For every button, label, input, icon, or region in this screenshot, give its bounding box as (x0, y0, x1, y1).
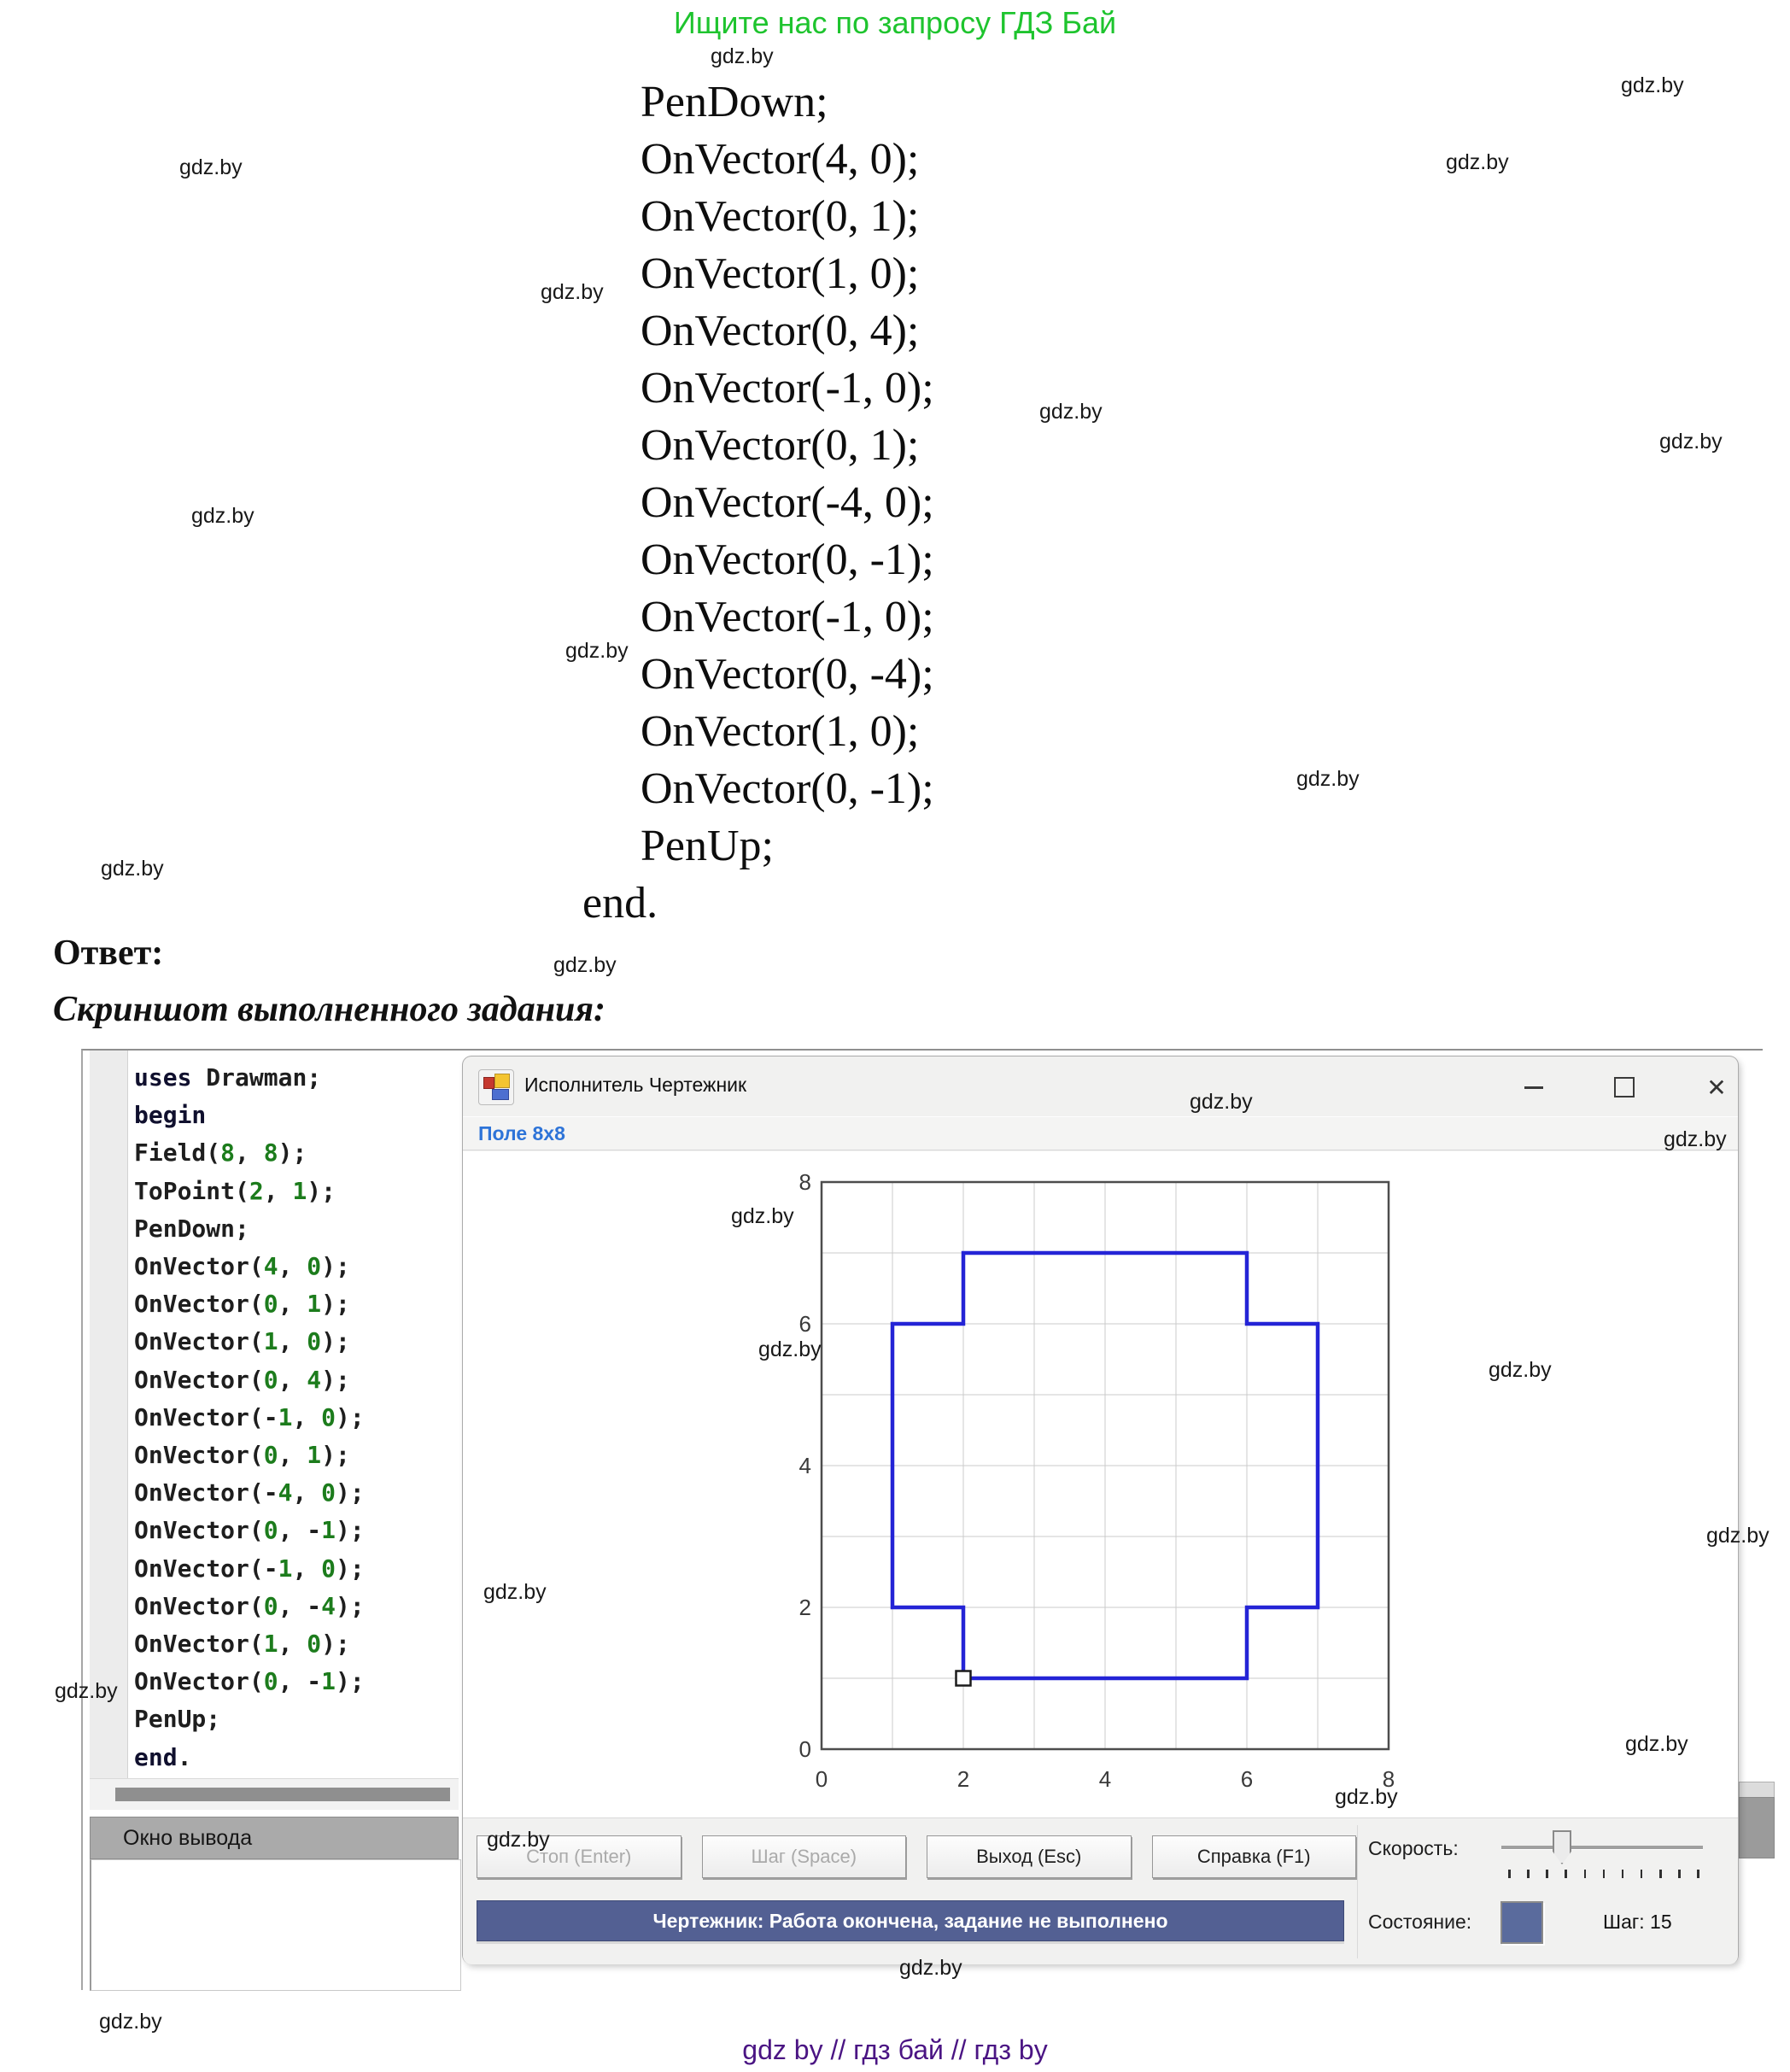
ide-code-line: OnVector(0, 1); (134, 1441, 350, 1470)
svg-text:6: 6 (798, 1311, 811, 1337)
field-tab-bar (463, 1116, 1738, 1150)
gdz-watermark: gdz.by (565, 639, 629, 663)
gdz-watermark: gdz.by (55, 1679, 118, 1703)
icon-blue-square (492, 1089, 509, 1100)
gdz-watermark: gdz.by (758, 1337, 822, 1361)
output-panel-header (90, 1817, 459, 1859)
state-color-box (1500, 1901, 1543, 1944)
task-code-line: OnVector(0, 1); (641, 421, 920, 470)
ide-code-line: OnVector(-1, 0); (134, 1402, 365, 1431)
task-code-line: OnVector(1, 0); (641, 249, 920, 298)
horizontal-scrollbar[interactable] (90, 1778, 459, 1810)
task-code-line: OnVector(0, -1); (641, 764, 934, 813)
task-code-line: OnVector(0, -4); (641, 650, 934, 699)
field-plot (779, 1156, 1431, 1823)
minimize-icon (1524, 1086, 1543, 1089)
drawing-field (463, 1151, 1738, 1817)
status-text: Чертежник: Работа окончена, задание не выполнено (652, 1909, 1168, 1932)
svg-text:0: 0 (798, 1736, 811, 1762)
gdz-watermark: gdz.by (1659, 430, 1723, 454)
output-panel-title: Окно вывода (123, 1825, 253, 1850)
gdz-watermark: gdz.by (1446, 150, 1509, 174)
step-counter: Шаг: 15 (1603, 1911, 1672, 1933)
gdz-watermark: gdz.by (483, 1580, 547, 1604)
task-code-line: OnVector(0, 4); (641, 307, 920, 355)
svg-text:0: 0 (815, 1766, 828, 1792)
ide-code-line: OnVector(4, 0); (134, 1252, 350, 1281)
maximize-button[interactable] (1606, 1070, 1643, 1104)
svg-text:4: 4 (1098, 1766, 1112, 1792)
answer-screenshot-label: Скриншот выполненного задания: (53, 990, 606, 1029)
control-button: Стоп (Enter) (477, 1835, 681, 1878)
control-buttons-row (477, 1835, 1356, 1878)
gdz-watermark: gdz.by (899, 1956, 962, 1980)
gdz-watermark: gdz.by (99, 2010, 162, 2034)
ide-code-line: begin (134, 1101, 207, 1130)
code-gutter (90, 1051, 128, 1778)
output-panel-body (90, 1859, 461, 1991)
speed-label: Скорость: (1368, 1837, 1459, 1859)
task-code-line: OnVector(-1, 0); (641, 593, 934, 641)
ide-code-line: uses Drawman; (134, 1063, 322, 1092)
ide-code-line: OnVector(0, 1); (134, 1290, 350, 1319)
ide-code-line: PenUp; (134, 1705, 221, 1734)
window-title: Исполнитель Чертежник (524, 1074, 747, 1096)
field-size-label: Поле 8x8 (478, 1121, 565, 1144)
answer-label: Ответ: (53, 934, 164, 973)
task-code-line: PenDown; (641, 78, 828, 126)
promo-header: Ищите нас по запросу ГДЗ Бай (673, 5, 1117, 40)
footer-watermark-line: gdz by // гдз бай // гдз by (742, 2034, 1048, 2065)
speed-slider[interactable] (1501, 1846, 1703, 1849)
svg-text:2: 2 (956, 1766, 970, 1792)
speed-slider-ticks (1508, 1870, 1699, 1880)
ide-code-line: Field(8, 8); (134, 1138, 307, 1168)
gdz-watermark: gdz.by (487, 1828, 550, 1852)
svg-text:8: 8 (1382, 1766, 1395, 1792)
code-editor[interactable] (134, 1059, 365, 1776)
control-button[interactable]: Выход (Esc) (927, 1835, 1132, 1878)
gdz-watermark: gdz.by (191, 504, 254, 528)
gdz-watermark: gdz.by (1625, 1732, 1688, 1756)
svg-text:4: 4 (798, 1453, 811, 1478)
control-button[interactable]: Справка (F1) (1152, 1835, 1357, 1878)
gdz-watermark: gdz.by (1664, 1127, 1727, 1151)
gdz-watermark: gdz.by (1706, 1524, 1770, 1548)
ide-code-line: OnVector(1, 0); (134, 1327, 350, 1356)
gdz-watermark: gdz.by (1489, 1358, 1552, 1382)
app-icon (478, 1069, 514, 1105)
task-code-line: OnVector(0, -1); (641, 536, 934, 584)
ide-code-line: OnVector(0, -1); (134, 1516, 365, 1545)
gdz-watermark: gdz.by (179, 155, 243, 179)
icon-yellow-square (494, 1074, 510, 1088)
task-code-line: OnVector(-4, 0); (641, 478, 934, 527)
gdz-watermark: gdz.by (1039, 400, 1103, 424)
minimize-button[interactable] (1515, 1070, 1553, 1104)
background-scrollbar-thumb[interactable] (1739, 1797, 1775, 1858)
gdz-watermark: gdz.by (1621, 73, 1684, 97)
control-button: Шаг (Space) (702, 1835, 907, 1878)
title-bar[interactable] (463, 1056, 1738, 1116)
gdz-watermark: gdz.by (553, 953, 617, 977)
gdz-watermark: gdz.by (711, 44, 774, 68)
gdz-watermark: gdz.by (541, 280, 604, 304)
ide-code-line: PenDown; (134, 1214, 249, 1243)
ide-code-line: OnVector(-4, 0); (134, 1478, 365, 1507)
svg-text:2: 2 (798, 1595, 811, 1620)
gdz-watermark: gdz.by (1335, 1785, 1398, 1809)
svg-text:8: 8 (798, 1169, 811, 1195)
maximize-icon (1614, 1077, 1635, 1097)
icon-red-square (483, 1077, 494, 1089)
ide-code-line: OnVector(-1, 0); (134, 1554, 365, 1583)
background-scrollbar-track[interactable] (1739, 1782, 1775, 1798)
ide-code-line: ToPoint(2, 1); (134, 1176, 336, 1205)
task-code-line: OnVector(1, 0); (641, 707, 920, 756)
status-bar (477, 1900, 1344, 1941)
ide-code-line: end. (134, 1742, 192, 1771)
state-label: Состояние: (1368, 1911, 1472, 1933)
gdz-watermark: gdz.by (1190, 1090, 1253, 1114)
task-code-line: OnVector(0, 1); (641, 192, 920, 241)
scrollbar-thumb[interactable] (115, 1788, 450, 1801)
drawman-app-window (463, 1056, 1738, 1964)
close-icon: ✕ (1706, 1074, 1727, 1101)
task-code-line: OnVector(-1, 0); (641, 364, 934, 413)
panel-separator (1357, 1825, 1358, 1958)
control-panel (463, 1817, 1738, 1964)
ide-code-line: OnVector(0, -1); (134, 1667, 365, 1696)
task-code-line: end. (582, 879, 658, 928)
gdz-watermark: gdz.by (1296, 767, 1360, 791)
ide-code-line: OnVector(0, 4); (134, 1365, 350, 1394)
task-code-line: OnVector(4, 0); (641, 135, 920, 184)
gdz-watermark: gdz.by (101, 857, 164, 881)
speed-slider-thumb[interactable] (1553, 1830, 1571, 1864)
gdz-watermark: gdz.by (731, 1204, 794, 1228)
ide-code-line: OnVector(0, -4); (134, 1591, 365, 1620)
ide-code-line: OnVector(1, 0); (134, 1630, 350, 1659)
svg-text:6: 6 (1240, 1766, 1254, 1792)
close-button[interactable] (1698, 1070, 1735, 1104)
task-code-line: PenUp; (641, 822, 774, 870)
